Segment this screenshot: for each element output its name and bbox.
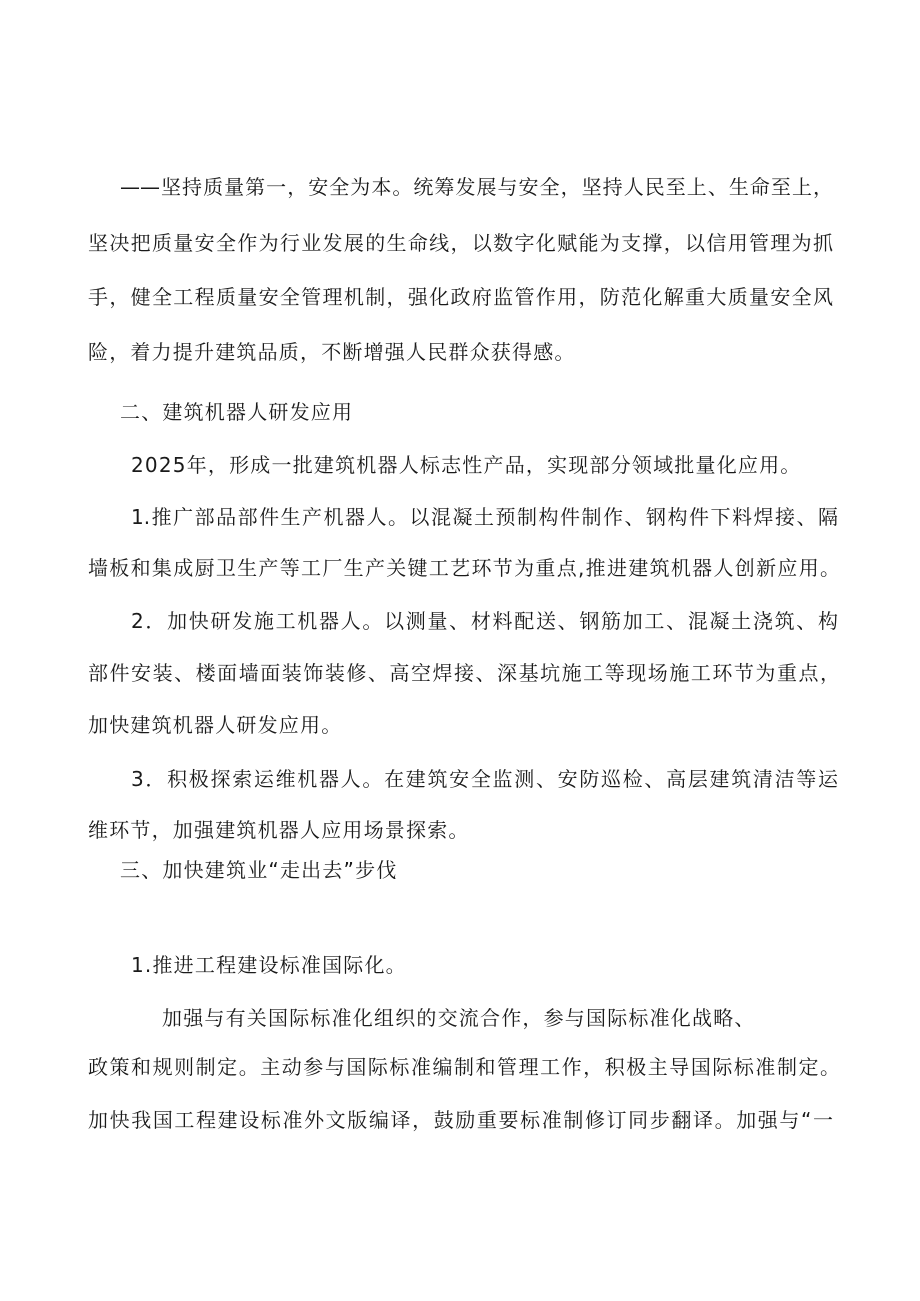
paragraph-line: 部件安装、楼面墙面装饰装修、高空焊接、深基坑施工等现场施工环节为重点， [88, 661, 840, 685]
paragraph-line: 维环节，加强建筑机器人应用场景探索。 [88, 818, 470, 842]
paragraph-line: 1.推广部品部件生产机器人。以混凝土预制构件制作、钢构件下料焊接、隔 [131, 505, 838, 529]
paragraph-line: 加快建筑机器人研发应用。 [88, 713, 343, 737]
paragraph-line: 政策和规则制定。主动参与国际标准编制和管理工作，积极主导国际标准制定。 [88, 1055, 840, 1079]
paragraph-line: 3．积极探索运维机器人。在建筑安全监测、安防巡检、高层建筑清洁等运 [131, 767, 838, 791]
paragraph-line: 手，健全工程质量安全管理机制，强化政府监管作用，防范化解重大质量安全风 [88, 285, 833, 309]
paragraph-line: 加快我国工程建设标准外文版编译，鼓励重要标准制修订同步翻译。加强与“一 [88, 1108, 833, 1132]
section-heading: 三、加快建筑业“走出去”步伐 [120, 858, 398, 882]
paragraph-line: ——坚持质量第一，安全为本。统筹发展与安全，坚持人民至上、生命至上， [120, 175, 833, 199]
subsection-heading: 1.推进工程建设标准国际化。 [131, 953, 407, 977]
section-heading: 二、建筑机器人研发应用 [120, 400, 354, 424]
paragraph-line: 险，着力提升建筑品质，不断增强人民群众获得感。 [88, 340, 576, 364]
paragraph-line: 加强与有关国际标准化组织的交流合作，参与国际标准化战略、 [162, 1006, 756, 1030]
paragraph-line: 墙板和集成厨卫生产等工厂生产关键工艺环节为重点,推进建筑机器人创新应用。 [88, 556, 840, 580]
paragraph-line: 坚决把质量安全作为行业发展的生命线，以数字化赋能为支撑，以信用管理为抓 [88, 231, 833, 255]
paragraph-line: 2．加快研发施工机器人。以测量、材料配送、钢筋加工、混凝土浇筑、构 [131, 609, 838, 633]
paragraph-line: 2025年，形成一批建筑机器人标志性产品，实现部分领域批量化应用。 [131, 453, 802, 477]
